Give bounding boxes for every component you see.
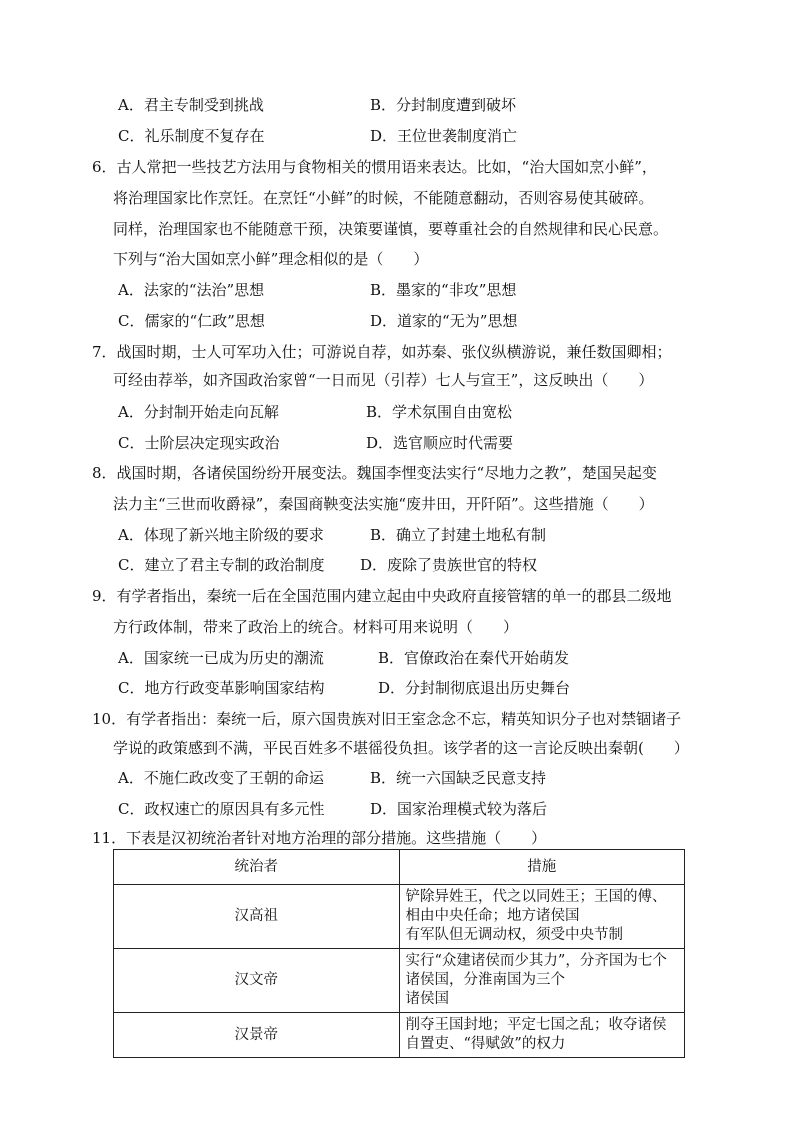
- q8-option-c: C．建立了君主专制的政治制度: [118, 556, 325, 574]
- q7-stem-line-2: 可经由荐举，如齐国政治家曾“一日而见（引荐）七人与宣王”，这反映出（ ）: [113, 371, 654, 389]
- table-cell-ruler: 汉景帝: [114, 1013, 400, 1058]
- q10-option-c: C．政权速亡的原因具有多元性: [118, 800, 325, 818]
- q6-option-d: D．道家的“无为”思想: [370, 312, 518, 330]
- q5-option-a: A．君主专制受到挑战: [118, 96, 264, 114]
- q10-option-a: A．不施仁政改变了王朝的命运: [118, 769, 324, 787]
- q9-option-a: A．国家统一已成为历史的潮流: [118, 649, 324, 667]
- q6-option-b: B．墨家的“非攻”思想: [370, 281, 517, 299]
- q9-option-b: B．官僚政治在秦代开始萌发: [378, 649, 570, 667]
- q6-option-a: A．法家的“法治”思想: [118, 281, 265, 299]
- table-cell-ruler: 汉文帝: [114, 949, 400, 1013]
- q10-stem-line-2: 学说的政策感到不满，平民百姓多不堪徭役负担。该学者的这一言论反映出秦朝( ）: [113, 739, 689, 757]
- q8-option-d: D．废除了贵族世官的特权: [360, 556, 538, 574]
- q9-stem-line-2: 方行政体制，带来了政治上的统合。材料可用来说明（ ）: [113, 618, 519, 636]
- q6-stem-line-2: 将治理国家比作烹饪。在烹饪“小鲜”的时候，不能随意翻动，否则容易使其破碎。: [113, 189, 654, 207]
- table-row: [114, 949, 685, 1013]
- measure-line: 诸侯国: [405, 991, 449, 1007]
- q7-option-b: B．学术氛围自由宽松: [366, 403, 513, 421]
- q8-stem-line-2: 法力主“三世而收爵禄”，秦国商鞅变法实施“废井田，开阡陌”。这些措施（ ）: [113, 495, 654, 513]
- table-header-ruler: 统治者: [114, 850, 400, 885]
- q10-stem-line-1: 10．有学者指出：秦统一后，原六国贵族对旧王室念念不忘，精英知识分子也对禁锢诸子: [92, 710, 682, 728]
- measure-line: 实行“众建诸侯而少其力”，分齐国为七个诸侯国，分淮南国为三个: [405, 953, 667, 988]
- q7-option-a: A．分封制开始走向瓦解: [118, 403, 279, 421]
- q7-option-c: C．士阶层决定现实政治: [118, 434, 280, 452]
- q5-option-b: B．分封制度遭到破坏: [370, 96, 517, 114]
- q8-option-b: B．确立了封建土地私有制: [370, 526, 547, 544]
- q8-stem-line-1: 8．战国时期，各诸侯国纷纷开展变法。魏国李悝变法实行“尽地力之教”，楚国吴起变: [92, 464, 657, 482]
- table-cell-measures: [399, 1013, 685, 1058]
- q5-option-c: C．礼乐制度不复存在: [118, 127, 265, 145]
- q10-option-d: D．国家治理模式较为落后: [370, 800, 548, 818]
- table-header-row: [114, 850, 685, 885]
- table-cell-ruler: 汉高祖: [114, 885, 400, 949]
- q6-stem-line-4: 下列与“治大国如烹小鲜”理念相似的是（ ）: [113, 250, 429, 268]
- q11-stem: 11．下表是汉初统治者针对地方治理的部分措施。这些措施（ ）: [92, 829, 547, 847]
- q10-option-b: B．统一六国缺乏民意支持: [370, 769, 547, 787]
- q7-stem-line-1: 7．战国时期，士人可军功入仕；可游说自荐，如苏秦、张仪纵横游说，兼任数国卿相；: [92, 343, 672, 361]
- table-row: [114, 1013, 685, 1058]
- q9-stem-line-1: 9．有学者指出，秦统一后在全国范围内建立起由中央政府直接管辖的单一的郡县二级地: [92, 587, 672, 605]
- q9-option-c: C．地方行政变革影响国家结构: [118, 679, 325, 697]
- measure-line: 铲除异姓王，代之以同姓王；王国的傅、相由中央任命；地方诸侯国: [405, 889, 667, 924]
- table-row: [114, 885, 685, 949]
- table-cell-measures: [399, 885, 685, 949]
- q8-option-a: A．体现了新兴地主阶级的要求: [118, 526, 324, 544]
- q5-option-d: D．王位世袭制度消亡: [370, 127, 518, 145]
- measure-line: 有军队但无调动权，须受中央节制: [405, 927, 623, 943]
- q9-option-d: D．分封制彻底退出历史舞台: [378, 679, 571, 697]
- measures-table: [113, 849, 685, 1058]
- q6-stem-line-1: 6．古人常把一些技艺方法用与食物相关的惯用语来表达。比如，“治大国如烹小鲜”，: [92, 158, 657, 176]
- table-cell-measures: [399, 949, 685, 1013]
- q6-stem-line-3: 同样，治理国家也不能随意干预，决策要谨慎，要尊重社会的自然规律和民心民意。: [113, 220, 669, 238]
- q7-option-d: D．选官顺应时代需要: [366, 434, 514, 452]
- measure-line: 削夺王国封地；平定七国之乱；收夺诸侯自置吏、“得赋敛”的权力: [405, 1017, 667, 1052]
- q6-option-c: C．儒家的“仁政”思想: [118, 312, 265, 330]
- table-header-measures: 措施: [399, 850, 685, 885]
